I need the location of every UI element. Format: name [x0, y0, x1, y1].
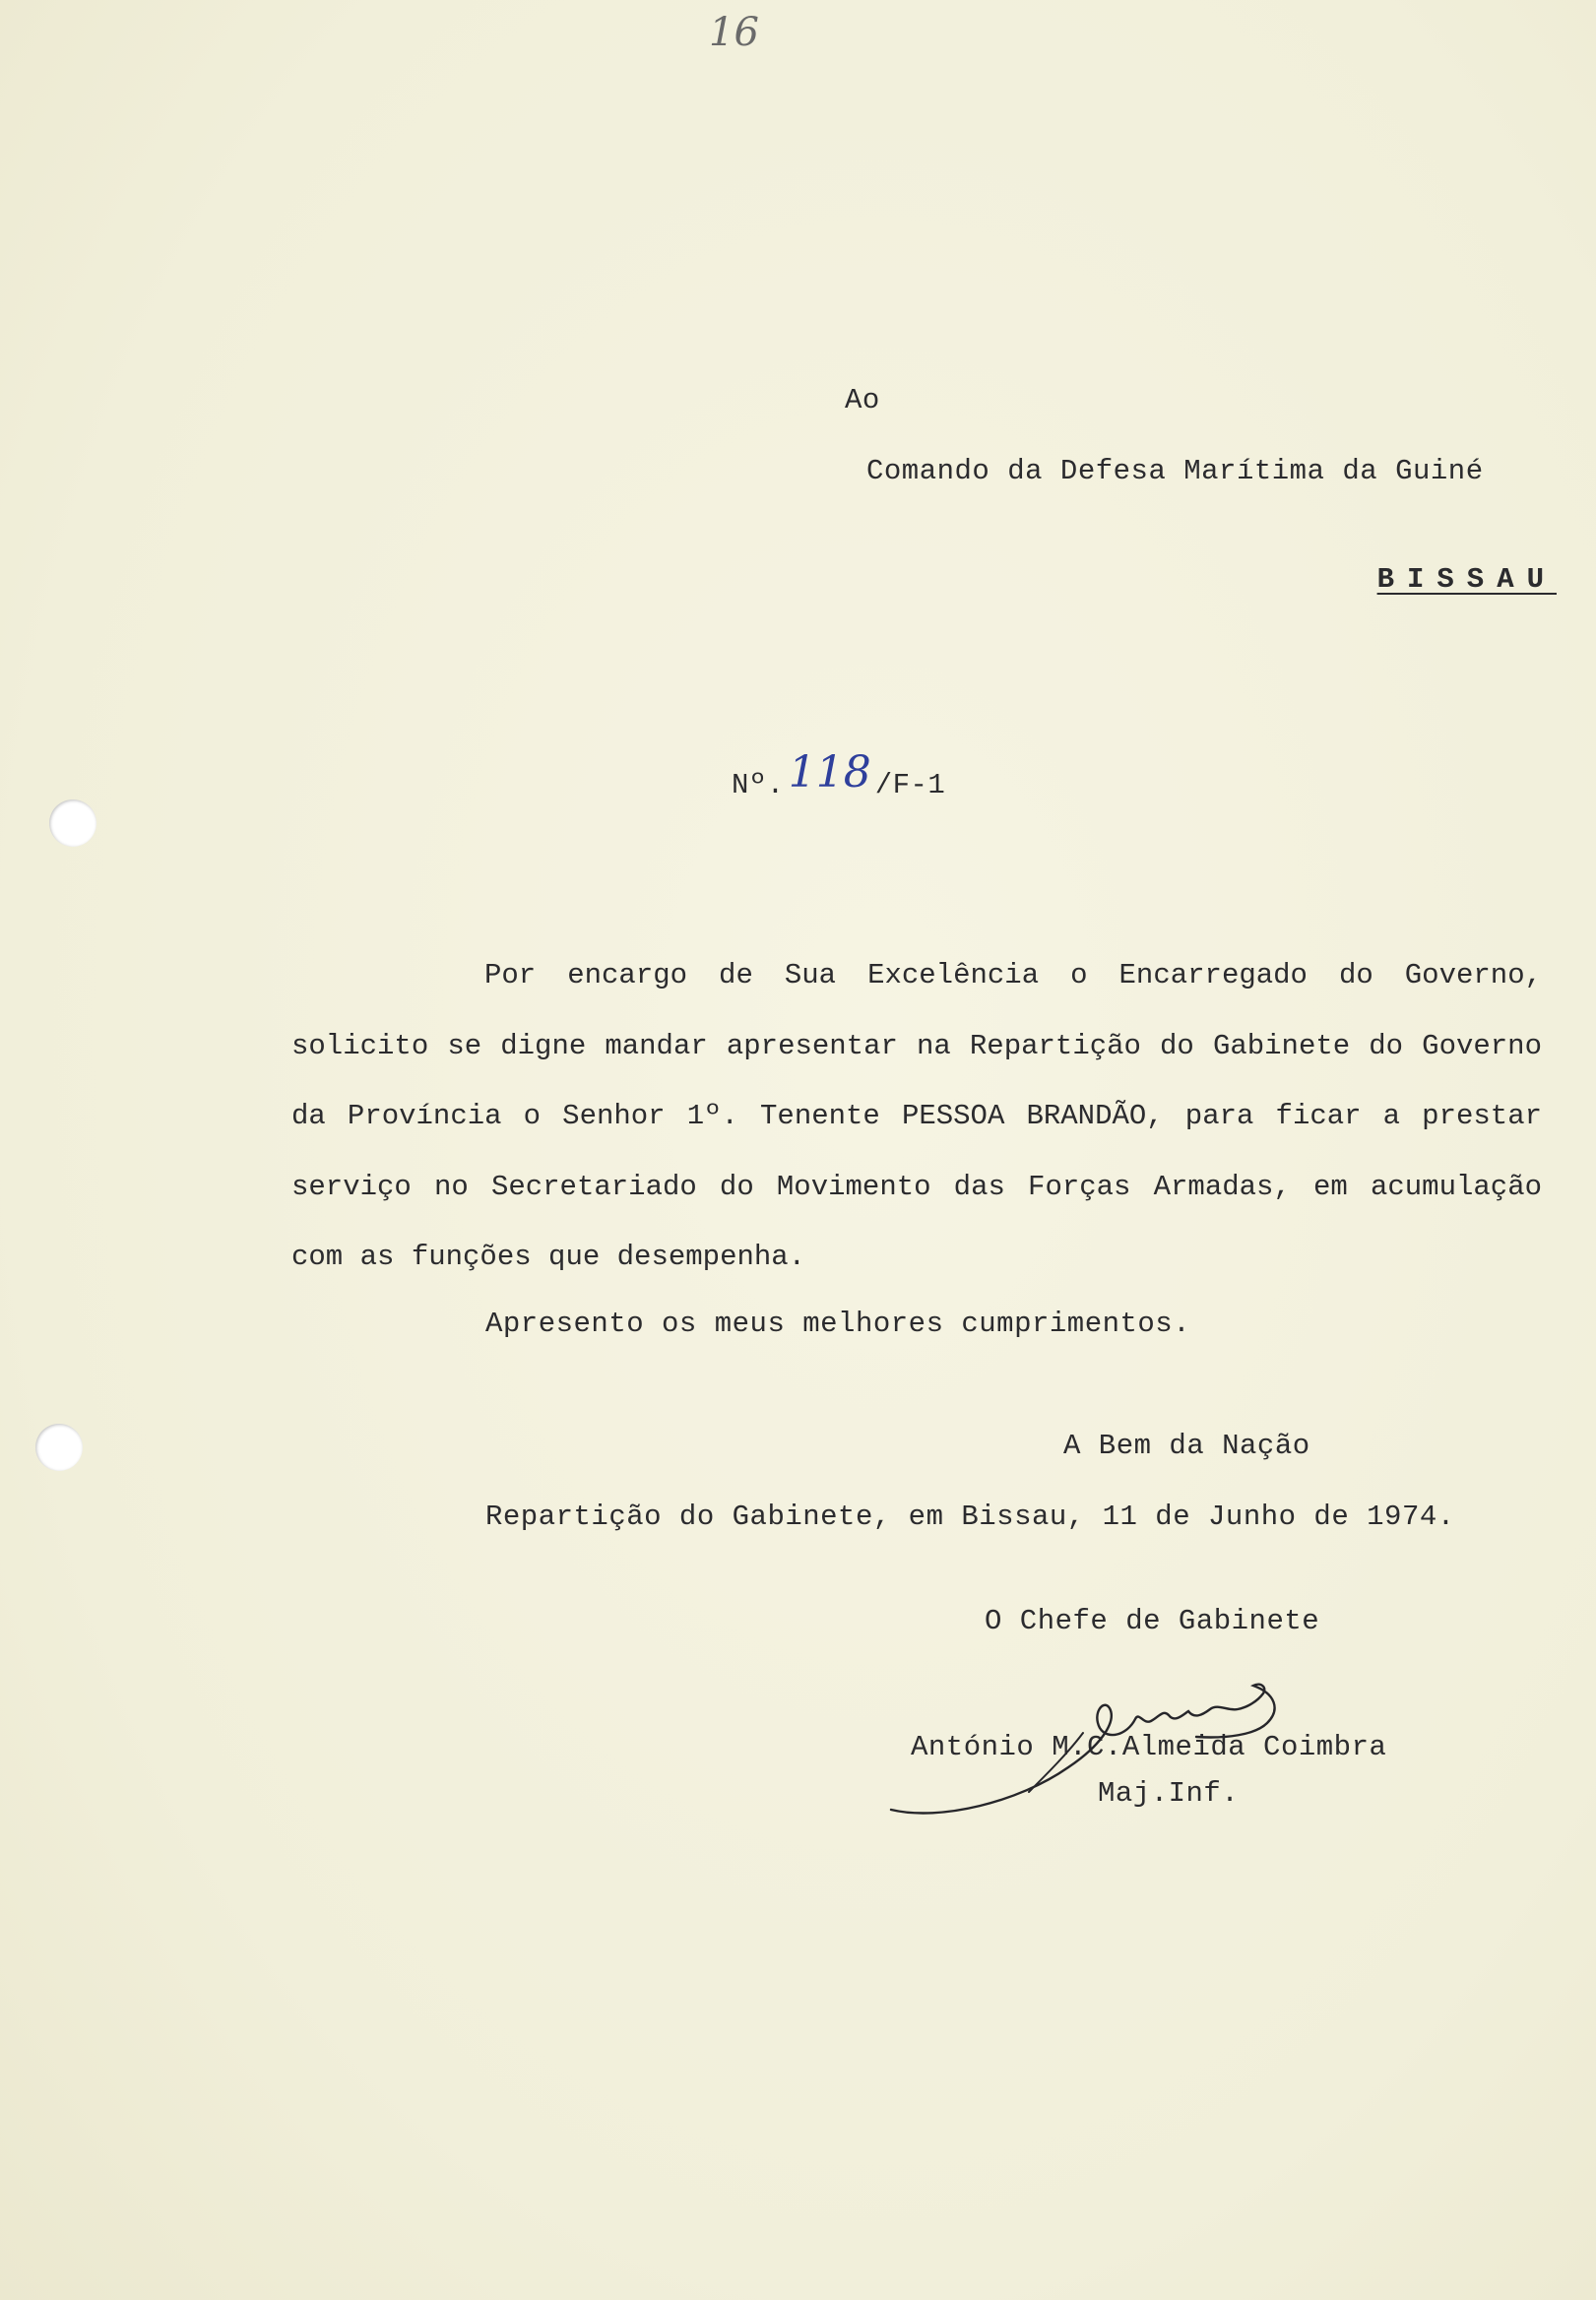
- body-paragraph: Por encargo de Sua Excelência o Encarregado do Governo, solicito se digne mandar apresentar na Repartição do Gabinete do Governo da Província o Senhor 1º. Tenente PESSOA BRANDÃO, para ficar a prestar serviço no Secretariado do Movimento das Forças Armadas, em acumulação com as funções que desempenha.: [291, 959, 1542, 1273]
- recipient-addressee: Comando da Defesa Marítima da Guiné: [866, 455, 1484, 487]
- recipient-city: BISSAU: [1376, 563, 1557, 596]
- signatory-name: António M.C.Almeida Coimbra: [911, 1731, 1387, 1763]
- valediction: A Bem da Nação: [1063, 1430, 1310, 1462]
- signatory-title: O Chefe de Gabinete: [985, 1605, 1320, 1637]
- reference-prefix: Nº.: [732, 769, 785, 801]
- closing-greeting: Apresento os meus melhores cumprimentos.: [485, 1308, 1191, 1340]
- page-number-mark: 16: [709, 10, 759, 55]
- handwritten-signature: [881, 1654, 1334, 1831]
- letter-body: [291, 940, 1542, 1293]
- reference-line: [732, 747, 946, 803]
- reference-number: 118: [788, 747, 871, 798]
- recipient-salutation: Ao: [845, 384, 880, 416]
- punch-hole: [35, 1424, 83, 1471]
- place-and-date: Repartição do Gabinete, em Bissau, 11 de Junho de 1974.: [485, 1501, 1455, 1533]
- signatory-rank: Maj.Inf.: [1098, 1777, 1240, 1810]
- punch-hole: [49, 799, 96, 847]
- reference-suffix: /F-1: [874, 769, 946, 801]
